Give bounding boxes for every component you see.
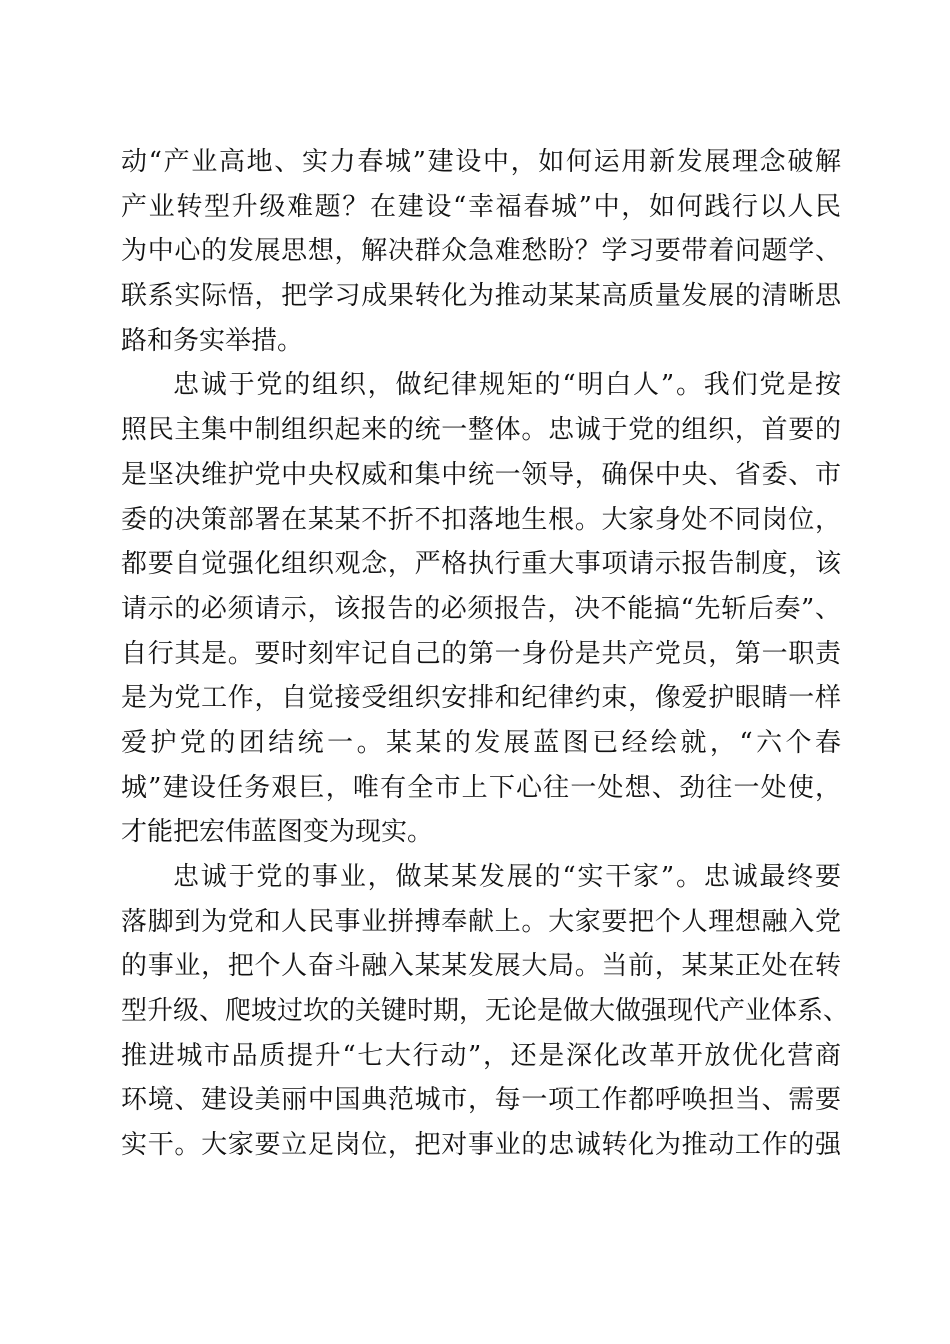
text-line: 自行其是。要时刻牢记自己的第一身份是共产党员，第一职责 [121,638,841,669]
text-line: 照民主集中制组织起来的统一整体。忠诚于党的组织，首要的 [121,415,841,446]
text-line: 忠诚于党的事业，做某某发展的“实干家”。忠诚最终要 [173,862,841,892]
text-line: 环境、建设美丽中国典范城市，每一项工作都呼唤担当、需要 [121,1085,841,1116]
text-line: 型升级、爬坡过坎的关键时期，无论是做大做强现代产业体系、 [121,996,850,1027]
text-line: 都要自觉强化组织观念，严格执行重大事项请示报告制度，该 [121,549,841,580]
text-line: 城”建设任务艰巨，唯有全市上下心往一处想、劲往一处使， [121,772,841,803]
text-line: 是为党工作，自觉接受组织安排和纪律约束，像爱护眼睛一样 [121,683,841,714]
text-line: 实干。大家要立足岗位，把对事业的忠诚转化为推动工作的强 [121,1130,841,1161]
paragraph-continued [121,140,841,363]
text-line: 请示的必须请示，该报告的必须报告，决不能搞“先斩后奏”、 [121,593,841,624]
text-line: 路和务实举措。 [121,325,304,356]
text-line: 动“产业高地、实力春城”建设中，如何运用新发展理念破解 [121,147,841,177]
document-body [121,140,850,1168]
text-line: 为中心的发展思想，解决群众急难愁盼？学习要带着问题学、 [121,236,841,267]
paragraph-loyal-to-cause [121,855,850,1168]
text-line: 是坚决维护党中央权威和集中统一领导，确保中央、省委、市 [121,459,841,490]
text-line: 爱护党的团结统一。某某的发展蓝图已经绘就，“六个春 [121,727,841,758]
text-line: 忠诚于党的组织，做纪律规矩的“明白人”。我们党是按 [173,370,841,401]
text-line: 落脚到为党和人民事业拼搏奉献上。大家要把个人理想融入党 [121,906,841,937]
text-line: 的事业，把个人奋斗融入某某发展大局。当前，某某正处在转 [121,951,841,982]
paragraph-loyal-to-organization [121,363,841,855]
text-line: 委的决策部署在某某不折不扣落地生根。大家身处不同岗位， [121,504,841,535]
text-line: 推进城市品质提升“七大行动”，还是深化改革开放优化营商 [121,1040,841,1071]
text-line: 产业转型升级难题？在建设“幸福春城”中，如何践行以人民 [121,191,841,222]
text-line: 联系实际悟，把学习成果转化为推动某某高质量发展的清晰思 [121,281,841,312]
text-line: 才能把宏伟蓝图变为现实。 [121,817,434,848]
